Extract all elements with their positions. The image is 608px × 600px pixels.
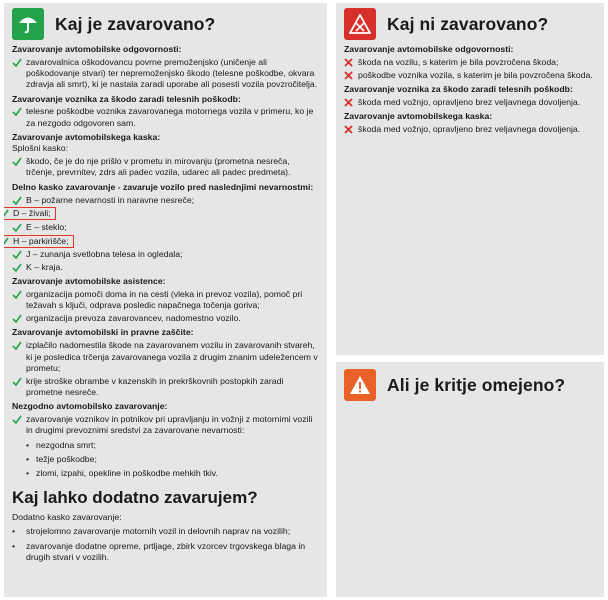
list-item: telesne poškodbe voznika zavarovanega motornega vozila v primeru, ko je za nezgodo odgovoren sam. [12,106,319,129]
list-item: organizacija prevoza zavarovancev, nadomestno vozilo. [12,313,319,324]
left-title: Kaj je zavarovano? [55,13,216,34]
cross-icon [344,70,358,81]
right1-header [344,7,596,41]
kasko-heading: Zavarovanje avtomobilskega kaska: [12,132,161,143]
r-kasko-heading: Zavarovanje avtomobilskega kaska: [344,110,493,121]
delno-heading: Delno kasko zavarovanje - zavaruje vozilo pred naslednjimi nevarnostmi: [12,181,314,192]
bullet-icon: • [12,526,16,537]
list-item: E – steklo; [12,222,319,233]
warning-x-icon [344,8,376,40]
list-item: škoda na vozilu, s katerim je bila povzročena škoda; [344,57,596,68]
cross-icon [344,124,358,135]
bullet-item: • zavarovanje dodatne opreme, prtljage, zbirk vzorcev trgovskega blaga in drugih stvari v vozilih. [12,541,306,563]
list-item: B – požarne nevarnosti in naravne nesreče; [12,195,319,206]
list-item: zavarovalnica oškodovancu povrne premoženjsko (uničenje ali poškodovanje stvari) ter nepremoženjsko škodo (telesne poškodbe, okvara zdravja ali smrt), ki je nastala zaradi uporabe ali posesti vozila povzročitelja. [12,57,319,91]
limits-panel [336,362,604,597]
list-item: J – zunanja svetlobna telesa in ogledala; [12,249,319,260]
highlight-box: H – parkirišče; [4,235,74,248]
left-header [12,7,319,41]
check-icon [12,262,26,273]
extra-title: Kaj lahko dodatno zavarujem? [12,487,258,507]
warning-icon [344,369,376,401]
list-item: poškodbe voznika vozila, s katerim je bila povzročena škoda. [344,70,596,81]
tel-heading: Zavarovanje voznika za škodo zaradi telesnih poškodb: [12,93,241,104]
check-icon [12,289,26,312]
check-icon [12,195,26,206]
sub-item: • nezgodna smrt; [26,439,96,450]
check-icon [12,156,26,179]
list-item-highlighted [12,235,319,248]
check-icon [4,208,13,219]
check-icon [12,340,26,374]
bullet-icon: • [26,453,30,464]
check-icon [12,57,26,91]
extra-intro: Dodatno kasko zavarovanje: [12,511,122,522]
highlight-box: D – živali; [4,207,56,220]
delno-list [12,195,319,274]
bullet-item: • strojelomno zavarovanje motornih vozil in delovnih naprav na vozilih; [12,526,291,537]
right2-title: Ali je kritje omejeno? [387,374,566,395]
list-item: škoda med vožnjo, opravljeno brez veljavnega dovoljenja. [344,124,596,135]
check-icon [12,106,26,129]
check-icon [12,414,26,437]
list-item-highlighted [12,207,319,220]
asist-heading: Zavarovanje avtomobilske asistence: [12,276,166,287]
list-item: organizacija pomoči doma in na cesti (vleka in prevoz vozila), pomoč pri težavah s ključi, odprava posledic napačnega točenja goriva; [12,289,319,312]
check-icon [12,222,26,233]
check-icon [4,236,13,247]
check-icon [12,376,26,399]
list-item: izplačilo nadomestila škode na zavarovanem vozilu in zavarovanih stvareh, ki je posledica trčenja zavarovanega vozila z drugim znanim udeležencem v prometu; [12,340,319,374]
list-item: zavarovanje voznikov in potnikov pri upravljanju in vožnji z motornimi vozili in drugimi prevoznimi sredstvi za zavarovane nevarnosti: [12,414,319,437]
right1-title: Kaj ni zavarovano? [387,13,549,34]
nezgoda-heading: Nezgodno avtomobilsko zavarovanje: [12,401,168,412]
check-icon [12,313,26,324]
r-ao-heading: Zavarovanje avtomobilske odgovornosti: [344,44,514,54]
ao-heading: Zavarovanje avtomobilske odgovornosti: [12,44,182,54]
umbrella-icon [12,8,44,40]
list-item: K – kraja. [12,262,319,273]
bullet-icon: • [26,468,30,479]
cross-icon [344,97,358,108]
bullet-icon: • [26,439,30,450]
bullet-icon: • [12,541,16,552]
kasko-intro: Splošni kasko: [12,143,69,154]
not-covered-panel [336,3,604,355]
list-item: škoda med vožnjo, opravljeno brez veljavnega dovoljenja. [344,97,596,108]
pravne-heading: Zavarovanje avtomobilski in pravne zaščite: [12,327,194,338]
r-tel-heading: Zavarovanje voznika za škodo zaradi telesnih poškodb: [344,83,573,94]
right2-header [344,368,596,402]
check-icon [12,249,26,260]
list-item: škodo, če je do nje prišlo v prometu in mirovanju (prometna nesreča, trčenje, prevrnitev, zdrs ali padec vozila, udarec ali padec predmeta). [12,156,319,179]
list-item: krije stroške obrambe v kazenskih in prekrškovnih postopkih zaradi prometne nesreče. [12,376,319,399]
left-panel [4,3,327,597]
sub-item: • zlomi, izpahi, opekline in poškodbe mehkih tkiv. [26,468,218,479]
cross-icon [344,57,358,68]
sub-item: • težje poškodbe; [26,453,97,464]
